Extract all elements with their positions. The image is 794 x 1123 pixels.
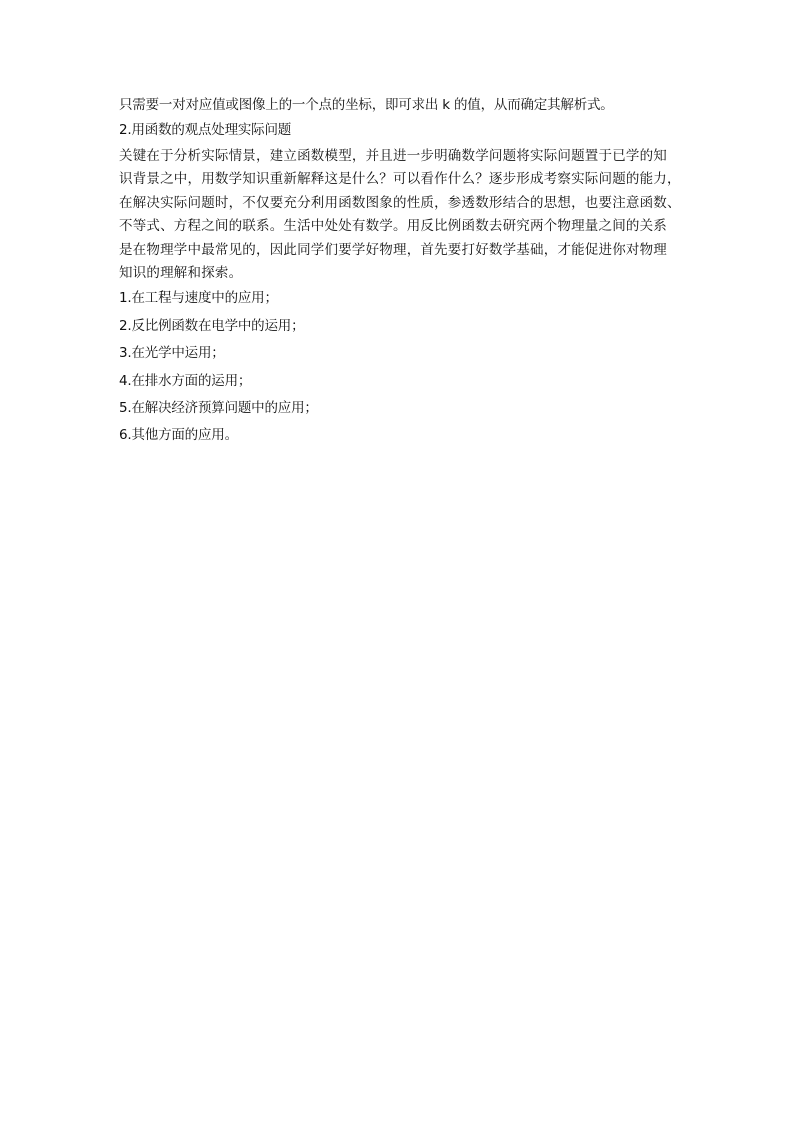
body-paragraph	[119, 145, 679, 285]
intro-line: 只需要一对对应值或图像上的一个点的坐标，即可求出 k 的值，从而确定其解析式。	[119, 97, 614, 113]
list-item: 1.在工程与速度中的应用；	[119, 290, 278, 307]
paragraph-line: 知识的理解和探索。	[119, 264, 243, 281]
paragraph-line: 是在物理学中最常见的，因此同学们要学好物理，首先要打好数学基础，才能促进你对物理	[119, 241, 667, 258]
paragraph-line: 在解决实际问题时，不仅要充分利用函数图象的性质，参透数形结合的思想，也要注意函数、	[119, 194, 681, 211]
list-item: 3.在光学中运用；	[119, 345, 225, 362]
section-heading: 2.用函数的观点处理实际问题	[119, 122, 292, 138]
paragraph-line: 关键在于分析实际情景，建立函数模型，并且进一步明确数学问题将实际问题置于已学的知	[119, 148, 667, 164]
document-content	[119, 95, 679, 450]
list-item: 6.其他方面的应用。	[119, 427, 238, 444]
application-list	[119, 285, 679, 449]
paragraph-line: 不等式、方程之间的联系。生活中处处有数学。用反比例函数去研究两个物理量之间的关系	[119, 218, 667, 235]
list-item: 4.在排水方面的运用；	[119, 372, 252, 389]
list-item: 5.在解决经济预算问题中的应用；	[119, 399, 318, 416]
list-item: 2.反比例函数在电学中的运用；	[119, 317, 305, 334]
paragraph-line: 识背景之中，用数学知识重新解释这是什么？可以看作什么？逐步形成考察实际问题的能力，	[119, 171, 681, 188]
